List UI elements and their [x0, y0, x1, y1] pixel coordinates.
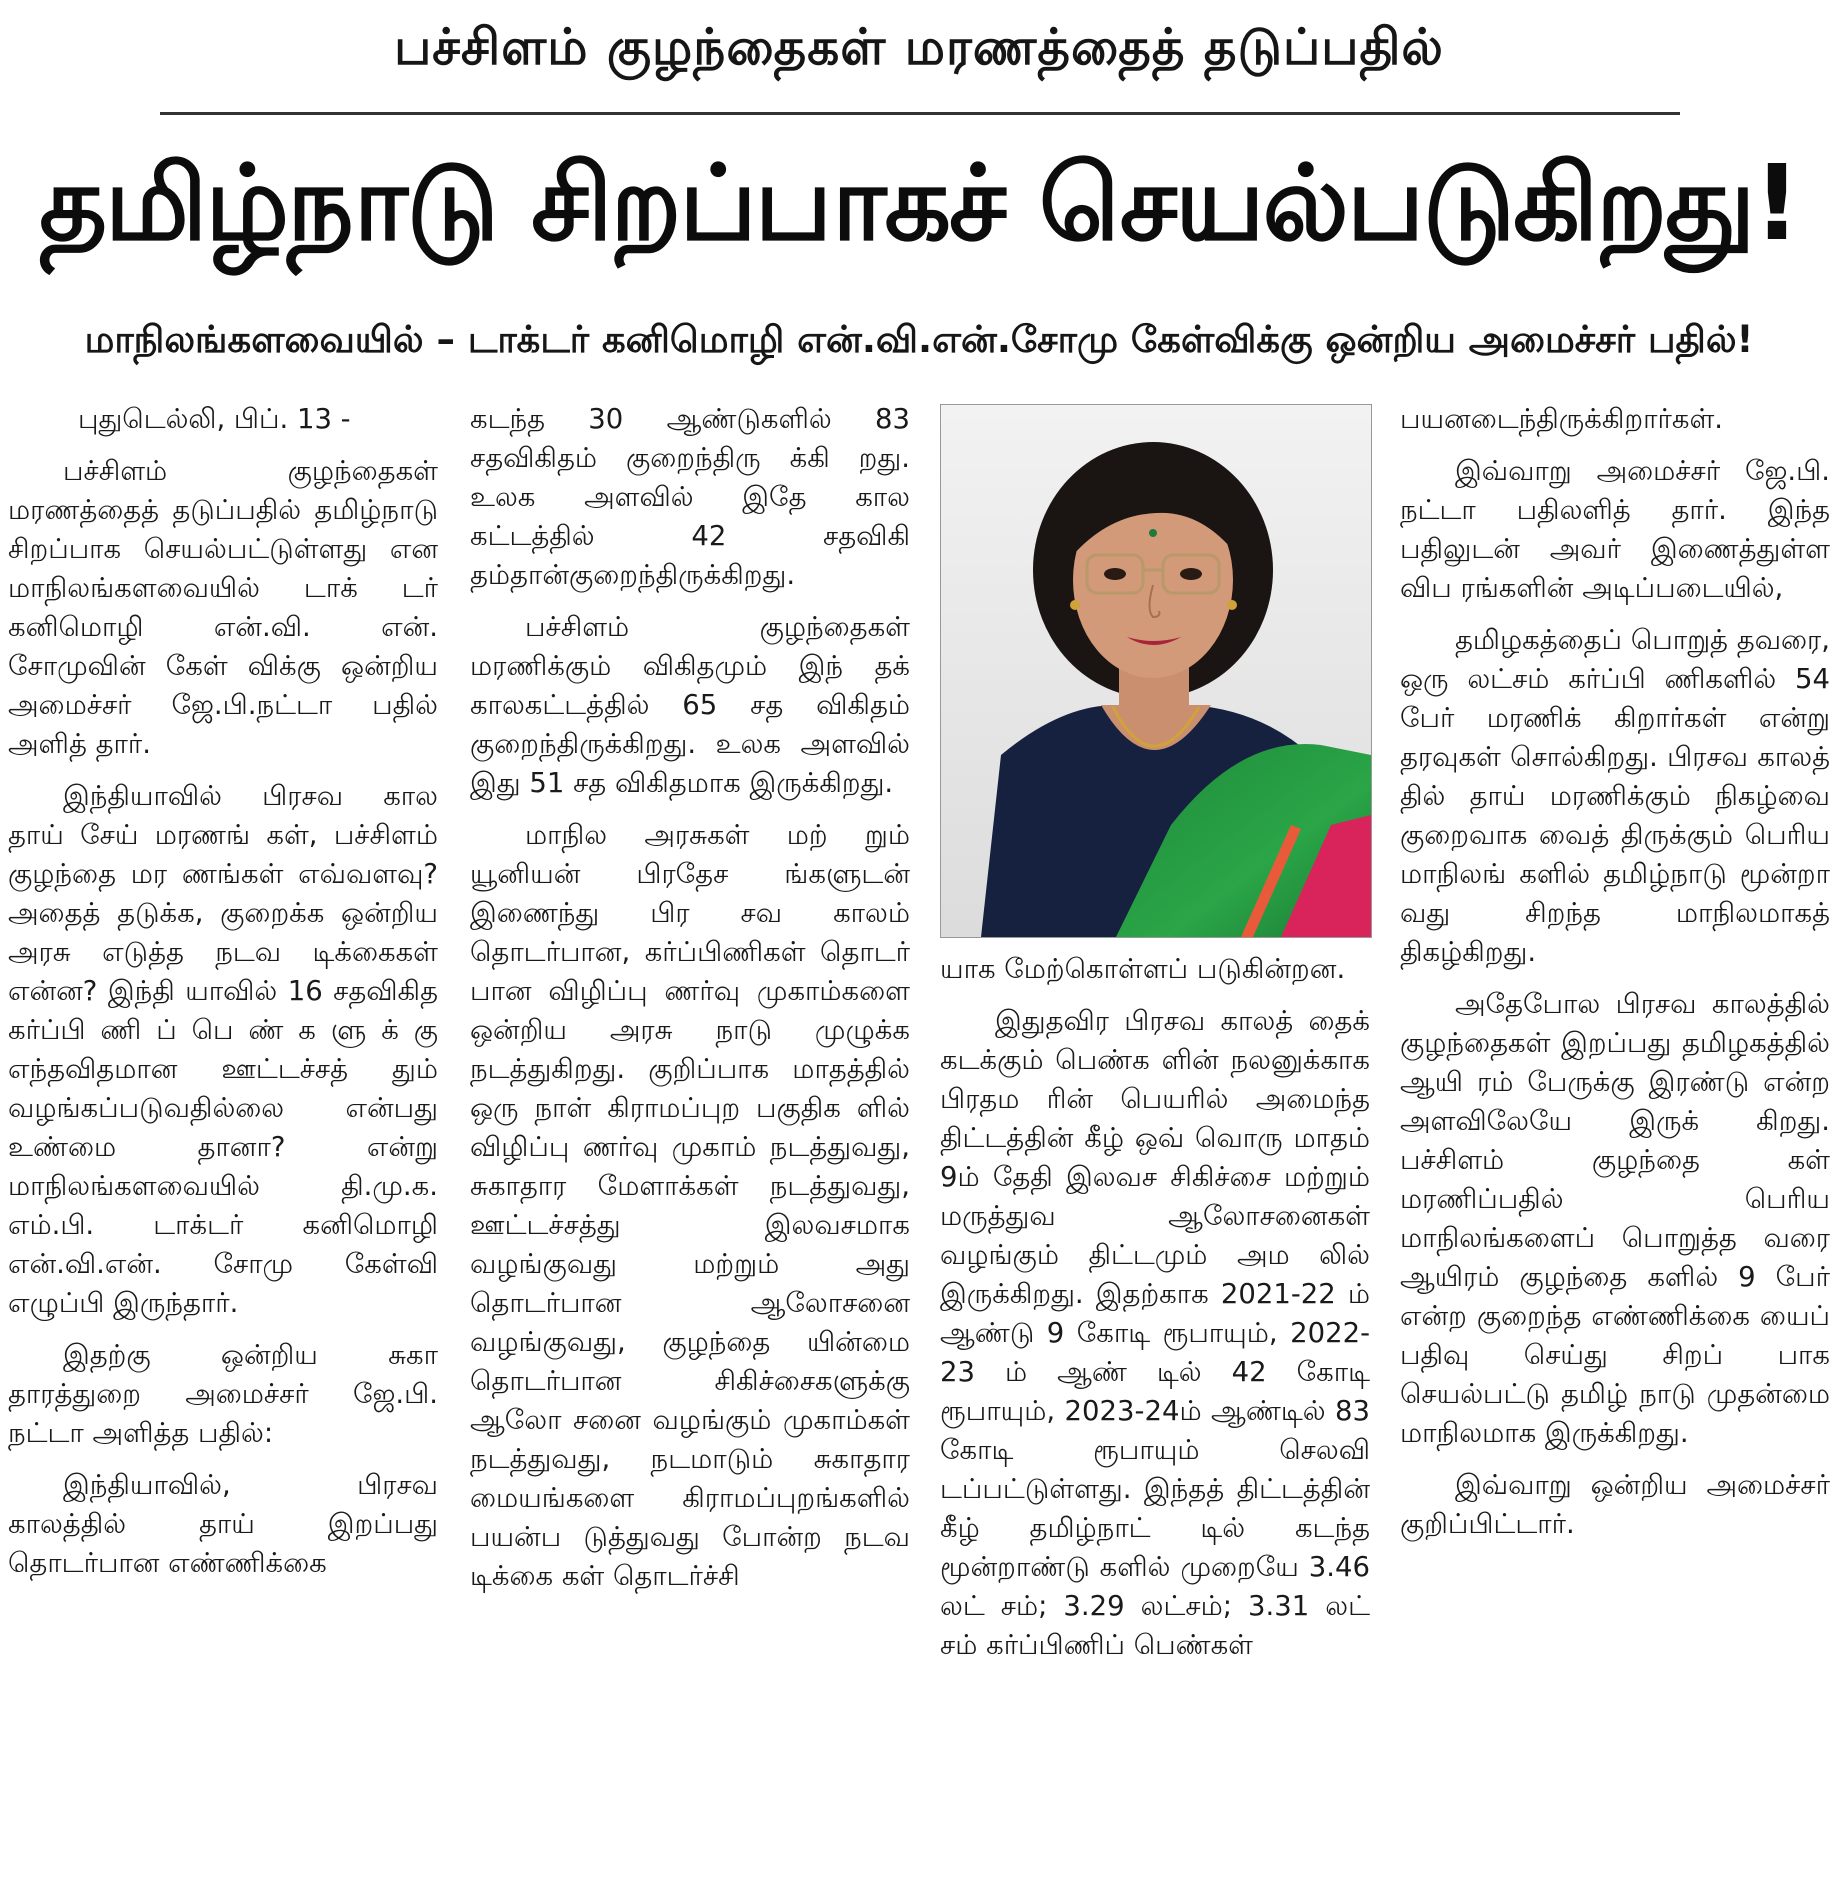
article-column-3 [940, 950, 1370, 1870]
paragraph: இதற்கு ஒன்றிய சுகா தாரத்துறை அமைச்சர் ஜே.பி. நட்டா அளித்த பதில்: [8, 1339, 438, 1449]
dateline: புதுடெல்லி, பிப். 13 - [78, 403, 351, 435]
sub-headline: மாநிலங்களவையில் – டாக்டர் கனிமொழி என்.வி.என்.சோமு கேள்விக்கு ஒன்றிய அமைச்சர் பதில்! [84, 318, 1754, 361]
paragraph: இவ்வாறு ஒன்றிய அமைச்சர் குறிப்பிட்டார். [1400, 1469, 1830, 1540]
paragraph: இதுதவிர பிரசவ காலத் தைக் கடக்கும் பெண்க ளின் நலனுக்காக பிரதம ரின் பெயரில் அமைந்த திட்டத்தின் கீழ் ஒவ் வொரு மாதம் 9ம் தேதி இலவச சிகிச்சை மற்றும் மருத்துவ ஆலோசனைகள் வழங்கும் திட்டமும் அம லில் இருக்கிறது. இதற்காக 2021-22 ம் ஆண்டு 9 கோடி ரூபாயும், 2022-23 ம் ஆண் டில் 42 கோடி ரூபாயும், 2023-24ம் ஆண்டில் 83 கோடி ரூபாயும் செலவி டப்பட்டுள்ளது. இந்தத் திட்டத்தின் கீழ் தமிழ்நாட் டில் கடந்த மூன்றாண்டு களில் முறையே 3.46 லட் சம்; 3.29 லட்சம்; 3.31 லட் சம் கர்ப்பிணிப் பெண்கள் [940, 1005, 1370, 1661]
portrait-photo-icon [941, 405, 1371, 937]
paragraph: கடந்த 30 ஆண்டுகளில் 83 சதவிகிதம் குறைந்திரு க்கி றது. உலக அளவில் இதே கால கட்டத்தில் 42 சதவிகி தம்தான்குறைந்திருக்கிறது. [470, 403, 910, 591]
paragraph: தமிழகத்தைப் பொறுத் தவரை, ஒரு லட்சம் கர்ப்பி ணிகளில் 54 பேர் மரணிக் கிறார்கள் என்று தரவுகள் சொல்கிறது. பிரசவ காலத் தில் தாய் மரணிக்கும் நிகழ்வை குறைவாக வைத் திருக்கும் பெரிய மாநிலங் களில் தமிழ்நாடு மூன்றா வது சிறந்த மாநிலமாகத் திகழ்கிறது. [1400, 624, 1830, 968]
main-headline: தமிழ்நாடு சிறப்பாகச் செயல்படுகிறது! [39, 142, 1799, 264]
paragraph: இவ்வாறு அமைச்சர் ஜே.பி. நட்டா பதிலளித் தார். இந்த பதிலுடன் அவர் இணைத்துள்ள விப ரங்களின் அடிப்படையில், [1400, 455, 1830, 604]
paragraph: பச்சிளம் குழந்தைகள் மரணத்தைத் தடுப்பதில் தமிழ்நாடு சிறப்பாக செயல்பட்டுள்ளது என மாநிலங்களவையில் டாக் டர் கனிமொழி என்.வி. என். சோமுவின் கேள் விக்கு ஒன்றிய அமைச்சர் ஜே.பி.நட்டா பதில் அளித் தார். [8, 455, 438, 760]
paragraph: யாக மேற்கொள்ளப் படுகின்றன. [940, 953, 1346, 985]
paragraph: இந்தியாவில், பிரசவ காலத்தில் தாய் இறப்பது தொடர்பான எண்ணிக்கை [8, 1469, 438, 1579]
article-column-4 [1400, 400, 1830, 1870]
paragraph: இந்தியாவில் பிரசவ கால தாய் சேய் மரணங் கள், பச்சிளம் குழந்தை மர ணங்கள் எவ்வளவு? அதைத் தடுக்க, குறைக்க ஒன்றிய அரசு எடுத்த நடவ டிக்கைகள் என்ன? இந்தி யாவில் 16 சதவிகித கர்ப்பி ணி ப் பெ ண் க ளு க் கு எந்தவிதமான ஊட்டச்சத் தும் வழங்கப்படுவதில்லை என்பது உண்மை தானா? என்று மாநிலங்களவையில் தி.மு.க. எம்.பி. டாக்டர் கனிமொழி என்.வி.என். சோமு கேள்வி எழுப்பி இருந்தார். [8, 780, 438, 1319]
header-divider [160, 112, 1680, 115]
paragraph: அதேபோல பிரசவ காலத்தில் குழந்தைகள் இறப்பது தமிழகத்தில் ஆயி ரம் பேருக்கு இரண்டு என்ற அளவிலேயே இருக் கிறது. பச்சிளம் குழந்தை கள் மரணிப்பதில் பெரிய மாநிலங்களைப் பொறுத்த வரை ஆயிரம் குழந்தை களில் 9 பேர் என்ற குறைந்த எண்ணிக்கை யைப் பதிவு செய்து சிறப் பாக செயல்பட்டு தமிழ் நாடு முதன்மை மாநிலமாக இருக்கிறது. [1400, 988, 1830, 1449]
portrait-photo [940, 404, 1372, 938]
paragraph: மாநில அரசுகள் மற் றும் யூனியன் பிரதேச ங்களுடன் இணைந்து பிர சவ காலம் தொடர்பான, கர்ப்பிணிகள் தொடர் பான விழிப்பு ணர்வு முகாம்களை ஒன்றிய அரசு நாடு முழுக்க நடத்துகிறது. குறிப்பாக மாதத்தில் ஒரு நாள் கிராமப்புற பகுதிக ளில் விழிப்பு ணர்வு முகாம் நடத்துவது, சுகாதார மேளாக்கள் நடத்துவது, ஊட்டச்சத்து இலவசமாக வழங்குவது மற்றும் அது தொடர்பான ஆலோசனை வழங்குவது, குழந்தை யின்மை தொடர்பான சிகிச்சைகளுக்கு ஆலோ சனை வழங்கும் முகாம்கள் நடத்துவது, நடமாடும் சுகாதார மையங்களை கிராமப்புறங்களில் பயன்ப டுத்துவது போன்ற நடவ டிக்கை கள் தொடர்ச்சி [470, 819, 910, 1592]
paragraph: பயனடைந்திருக்கிறார்கள். [1400, 403, 1724, 435]
article-column-1 [8, 400, 438, 1870]
article-column-2 [470, 400, 910, 1870]
kicker-headline: பச்சிளம் குழந்தைகள் மரணத்தைத் தடுப்பதில் [394, 18, 1444, 76]
paragraph: பச்சிளம் குழந்தைகள் மரணிக்கும் விகிதமும் இந் தக் காலகட்டத்தில் 65 சத விகிதம் குறைந்திருக்கிறது. உலக அளவில் இது 51 சத விகிதமாக இருக்கிறது. [470, 611, 910, 799]
